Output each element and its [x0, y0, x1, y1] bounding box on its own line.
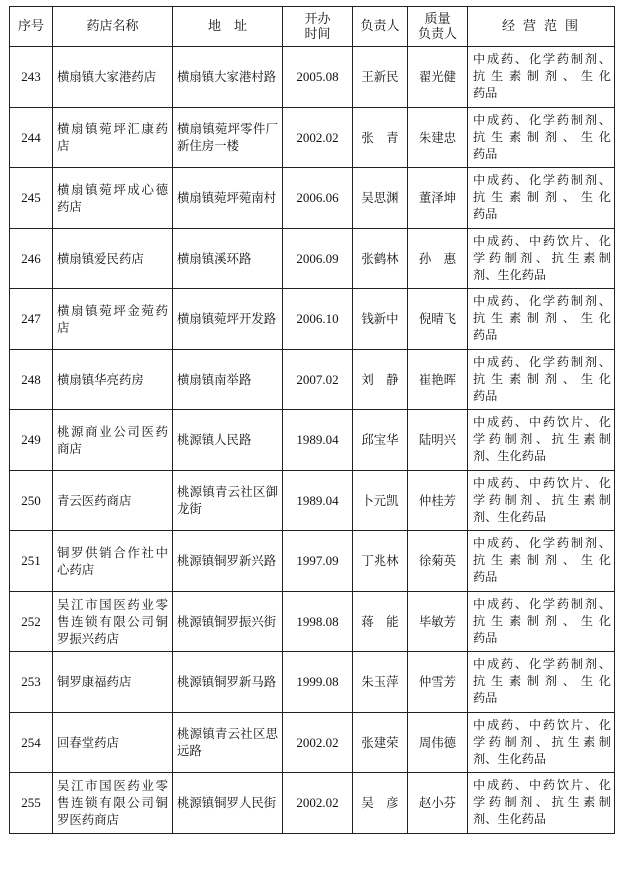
pharmacy-name: 吴江市国医药业零售连锁有限公司铜罗医药商店 [53, 773, 173, 834]
row-number: 249 [10, 410, 53, 471]
pharmacy-name: 横扇镇大家港药店 [53, 47, 173, 108]
business-scope-line: 学药制剂、抗生素制 [473, 795, 611, 810]
manager-name: 王新民 [353, 47, 408, 108]
pharmacy-address: 桃源镇铜罗新兴路 [173, 531, 283, 592]
business-scope-line: 药品 [473, 691, 498, 706]
business-scope-line: 剂、生化药品 [473, 509, 547, 524]
row-number: 247 [10, 289, 53, 350]
table-body [10, 47, 615, 834]
pharmacy-address: 横扇镇南举路 [173, 349, 283, 410]
row-number: 246 [10, 228, 53, 289]
business-scope [468, 591, 615, 652]
pharmacy-table [9, 6, 615, 834]
business-scope-line: 中成药、化学药制剂、 [473, 294, 611, 309]
pharmacy-name: 横扇镇菀坪金菀药店 [53, 289, 173, 350]
table-row [10, 107, 615, 168]
table-row [10, 652, 615, 713]
header-quality-text: 质量 负责人 [417, 11, 457, 42]
quality-manager-name: 倪晴飞 [408, 289, 468, 350]
pharmacy-address: 桃源镇青云社区思远路 [173, 712, 283, 773]
pharmacy-address: 横扇镇菀坪零件厂新住房一楼 [173, 107, 283, 168]
business-scope-line: 抗生素制剂、生化 [473, 371, 611, 386]
business-scope-line: 中成药、化学药制剂、 [473, 536, 611, 551]
row-number: 254 [10, 712, 53, 773]
quality-manager-name: 仲桂芳 [408, 470, 468, 531]
business-scope-line: 中成药、化学药制剂、 [473, 112, 611, 127]
quality-manager-name: 朱建忠 [408, 107, 468, 168]
opening-date: 2005.08 [283, 47, 353, 108]
opening-date: 1999.08 [283, 652, 353, 713]
table-row [10, 168, 615, 229]
manager-name: 张建荣 [353, 712, 408, 773]
opening-date: 2006.10 [283, 289, 353, 350]
header-name: 药店名称 [53, 7, 173, 47]
opening-date: 2002.02 [283, 712, 353, 773]
business-scope-line: 药品 [473, 570, 498, 585]
business-scope-line: 抗生素制剂、生化 [473, 311, 611, 326]
opening-date: 1989.04 [283, 470, 353, 531]
manager-name: 钱新中 [353, 289, 408, 350]
business-scope-line: 学药制剂、抗生素制 [473, 734, 611, 749]
business-scope-line: 抗生素制剂、生化 [473, 553, 611, 568]
header-quality [408, 7, 468, 47]
business-scope-line: 学药制剂、抗生素制 [473, 432, 611, 447]
opening-date: 1997.09 [283, 531, 353, 592]
row-number: 243 [10, 47, 53, 108]
business-scope [468, 652, 615, 713]
business-scope-line: 剂、生化药品 [473, 267, 547, 282]
table-row [10, 289, 615, 350]
pharmacy-address: 横扇镇菀坪菀南村 [173, 168, 283, 229]
pharmacy-name: 回春堂药店 [53, 712, 173, 773]
business-scope [468, 349, 615, 410]
business-scope-line: 中成药、化学药制剂、 [473, 173, 611, 188]
business-scope-line: 药品 [473, 388, 498, 403]
pharmacy-name: 横扇镇菀坪成心德药店 [53, 168, 173, 229]
business-scope-line: 中成药、中药饮片、化 [473, 778, 611, 793]
pharmacy-address: 桃源镇铜罗振兴街 [173, 591, 283, 652]
header-row [10, 7, 615, 47]
manager-name: 卜元凯 [353, 470, 408, 531]
pharmacy-name: 桃源商业公司医药商店 [53, 410, 173, 471]
pharmacy-address: 桃源镇青云社区御龙街 [173, 470, 283, 531]
business-scope-line: 中成药、中药饮片、化 [473, 717, 611, 732]
business-scope [468, 470, 615, 531]
manager-name: 张 青 [353, 107, 408, 168]
header-opened-text: 开办 时间 [304, 11, 331, 42]
row-number: 244 [10, 107, 53, 168]
opening-date: 1998.08 [283, 591, 353, 652]
table-row [10, 773, 615, 834]
row-number: 250 [10, 470, 53, 531]
business-scope-line: 中成药、化学药制剂、 [473, 354, 611, 369]
business-scope [468, 289, 615, 350]
table-row [10, 470, 615, 531]
pharmacy-address: 横扇镇大家港村路 [173, 47, 283, 108]
business-scope-line: 剂、生化药品 [473, 812, 547, 827]
business-scope-line: 学药制剂、抗生素制 [473, 492, 611, 507]
business-scope-line: 剂、生化药品 [473, 751, 547, 766]
row-number: 248 [10, 349, 53, 410]
pharmacy-name: 青云医药商店 [53, 470, 173, 531]
table-row [10, 591, 615, 652]
row-number: 255 [10, 773, 53, 834]
pharmacy-address: 横扇镇溪环路 [173, 228, 283, 289]
pharmacy-name: 铜罗供销合作社中心药店 [53, 531, 173, 592]
pharmacy-address: 桃源镇铜罗人民街 [173, 773, 283, 834]
business-scope-line: 抗生素制剂、生化 [473, 69, 611, 84]
row-number: 253 [10, 652, 53, 713]
row-number: 251 [10, 531, 53, 592]
table-row [10, 349, 615, 410]
pharmacy-address: 桃源镇人民路 [173, 410, 283, 471]
quality-manager-name: 孙 惠 [408, 228, 468, 289]
business-scope-line: 药品 [473, 146, 498, 161]
business-scope [468, 410, 615, 471]
manager-name: 朱玉萍 [353, 652, 408, 713]
manager-name: 丁兆林 [353, 531, 408, 592]
pharmacy-address: 桃源镇铜罗新马路 [173, 652, 283, 713]
business-scope-line: 药品 [473, 630, 498, 645]
manager-name: 吴思渊 [353, 168, 408, 229]
business-scope-line: 中成药、化学药制剂、 [473, 52, 611, 67]
table-row [10, 712, 615, 773]
pharmacy-name: 横扇镇华亮药房 [53, 349, 173, 410]
quality-manager-name: 崔艳晖 [408, 349, 468, 410]
header-scope: 经营范围 [468, 7, 615, 47]
quality-manager-name: 董泽坤 [408, 168, 468, 229]
manager-name: 刘 静 [353, 349, 408, 410]
quality-manager-name: 毕敏芳 [408, 591, 468, 652]
row-number: 252 [10, 591, 53, 652]
table-row [10, 531, 615, 592]
business-scope [468, 107, 615, 168]
quality-manager-name: 仲雪芳 [408, 652, 468, 713]
pharmacy-name: 横扇镇爱民药店 [53, 228, 173, 289]
business-scope-line: 中成药、中药饮片、化 [473, 475, 611, 490]
business-scope [468, 228, 615, 289]
business-scope [468, 773, 615, 834]
opening-date: 1989.04 [283, 410, 353, 471]
opening-date: 2002.02 [283, 773, 353, 834]
header-manager: 负责人 [353, 7, 408, 47]
business-scope-line: 中成药、中药饮片、化 [473, 415, 611, 430]
row-number: 245 [10, 168, 53, 229]
quality-manager-name: 陆明兴 [408, 410, 468, 471]
business-scope [468, 531, 615, 592]
table-row [10, 410, 615, 471]
manager-name: 吴 彦 [353, 773, 408, 834]
manager-name: 蒋 能 [353, 591, 408, 652]
business-scope [468, 168, 615, 229]
business-scope-line: 中成药、化学药制剂、 [473, 596, 611, 611]
business-scope-line: 抗生素制剂、生化 [473, 613, 611, 628]
pharmacy-address: 横扇镇菀坪开发路 [173, 289, 283, 350]
opening-date: 2006.09 [283, 228, 353, 289]
business-scope-line: 药品 [473, 207, 498, 222]
manager-name: 邱宝华 [353, 410, 408, 471]
business-scope-line: 中成药、化学药制剂、 [473, 657, 611, 672]
quality-manager-name: 徐菊英 [408, 531, 468, 592]
header-opened [283, 7, 353, 47]
business-scope-line: 学药制剂、抗生素制 [473, 250, 611, 265]
table-row [10, 47, 615, 108]
business-scope-line: 抗生素制剂、生化 [473, 674, 611, 689]
header-address: 地 址 [173, 7, 283, 47]
pharmacy-name: 吴江市国医药业零售连锁有限公司铜罗振兴药店 [53, 591, 173, 652]
manager-name: 张鹤林 [353, 228, 408, 289]
header-no: 序号 [10, 7, 53, 47]
business-scope-line: 抗生素制剂、生化 [473, 190, 611, 205]
pharmacy-name: 横扇镇菀坪汇康药店 [53, 107, 173, 168]
business-scope-line: 药品 [473, 86, 498, 101]
opening-date: 2006.06 [283, 168, 353, 229]
quality-manager-name: 赵小芬 [408, 773, 468, 834]
quality-manager-name: 周伟德 [408, 712, 468, 773]
business-scope [468, 47, 615, 108]
table-row [10, 228, 615, 289]
business-scope-line: 中成药、中药饮片、化 [473, 233, 611, 248]
opening-date: 2007.02 [283, 349, 353, 410]
business-scope [468, 712, 615, 773]
business-scope-line: 药品 [473, 328, 498, 343]
pharmacy-name: 铜罗康福药店 [53, 652, 173, 713]
business-scope-line: 剂、生化药品 [473, 449, 547, 464]
business-scope-line: 抗生素制剂、生化 [473, 129, 611, 144]
opening-date: 2002.02 [283, 107, 353, 168]
quality-manager-name: 翟光健 [408, 47, 468, 108]
